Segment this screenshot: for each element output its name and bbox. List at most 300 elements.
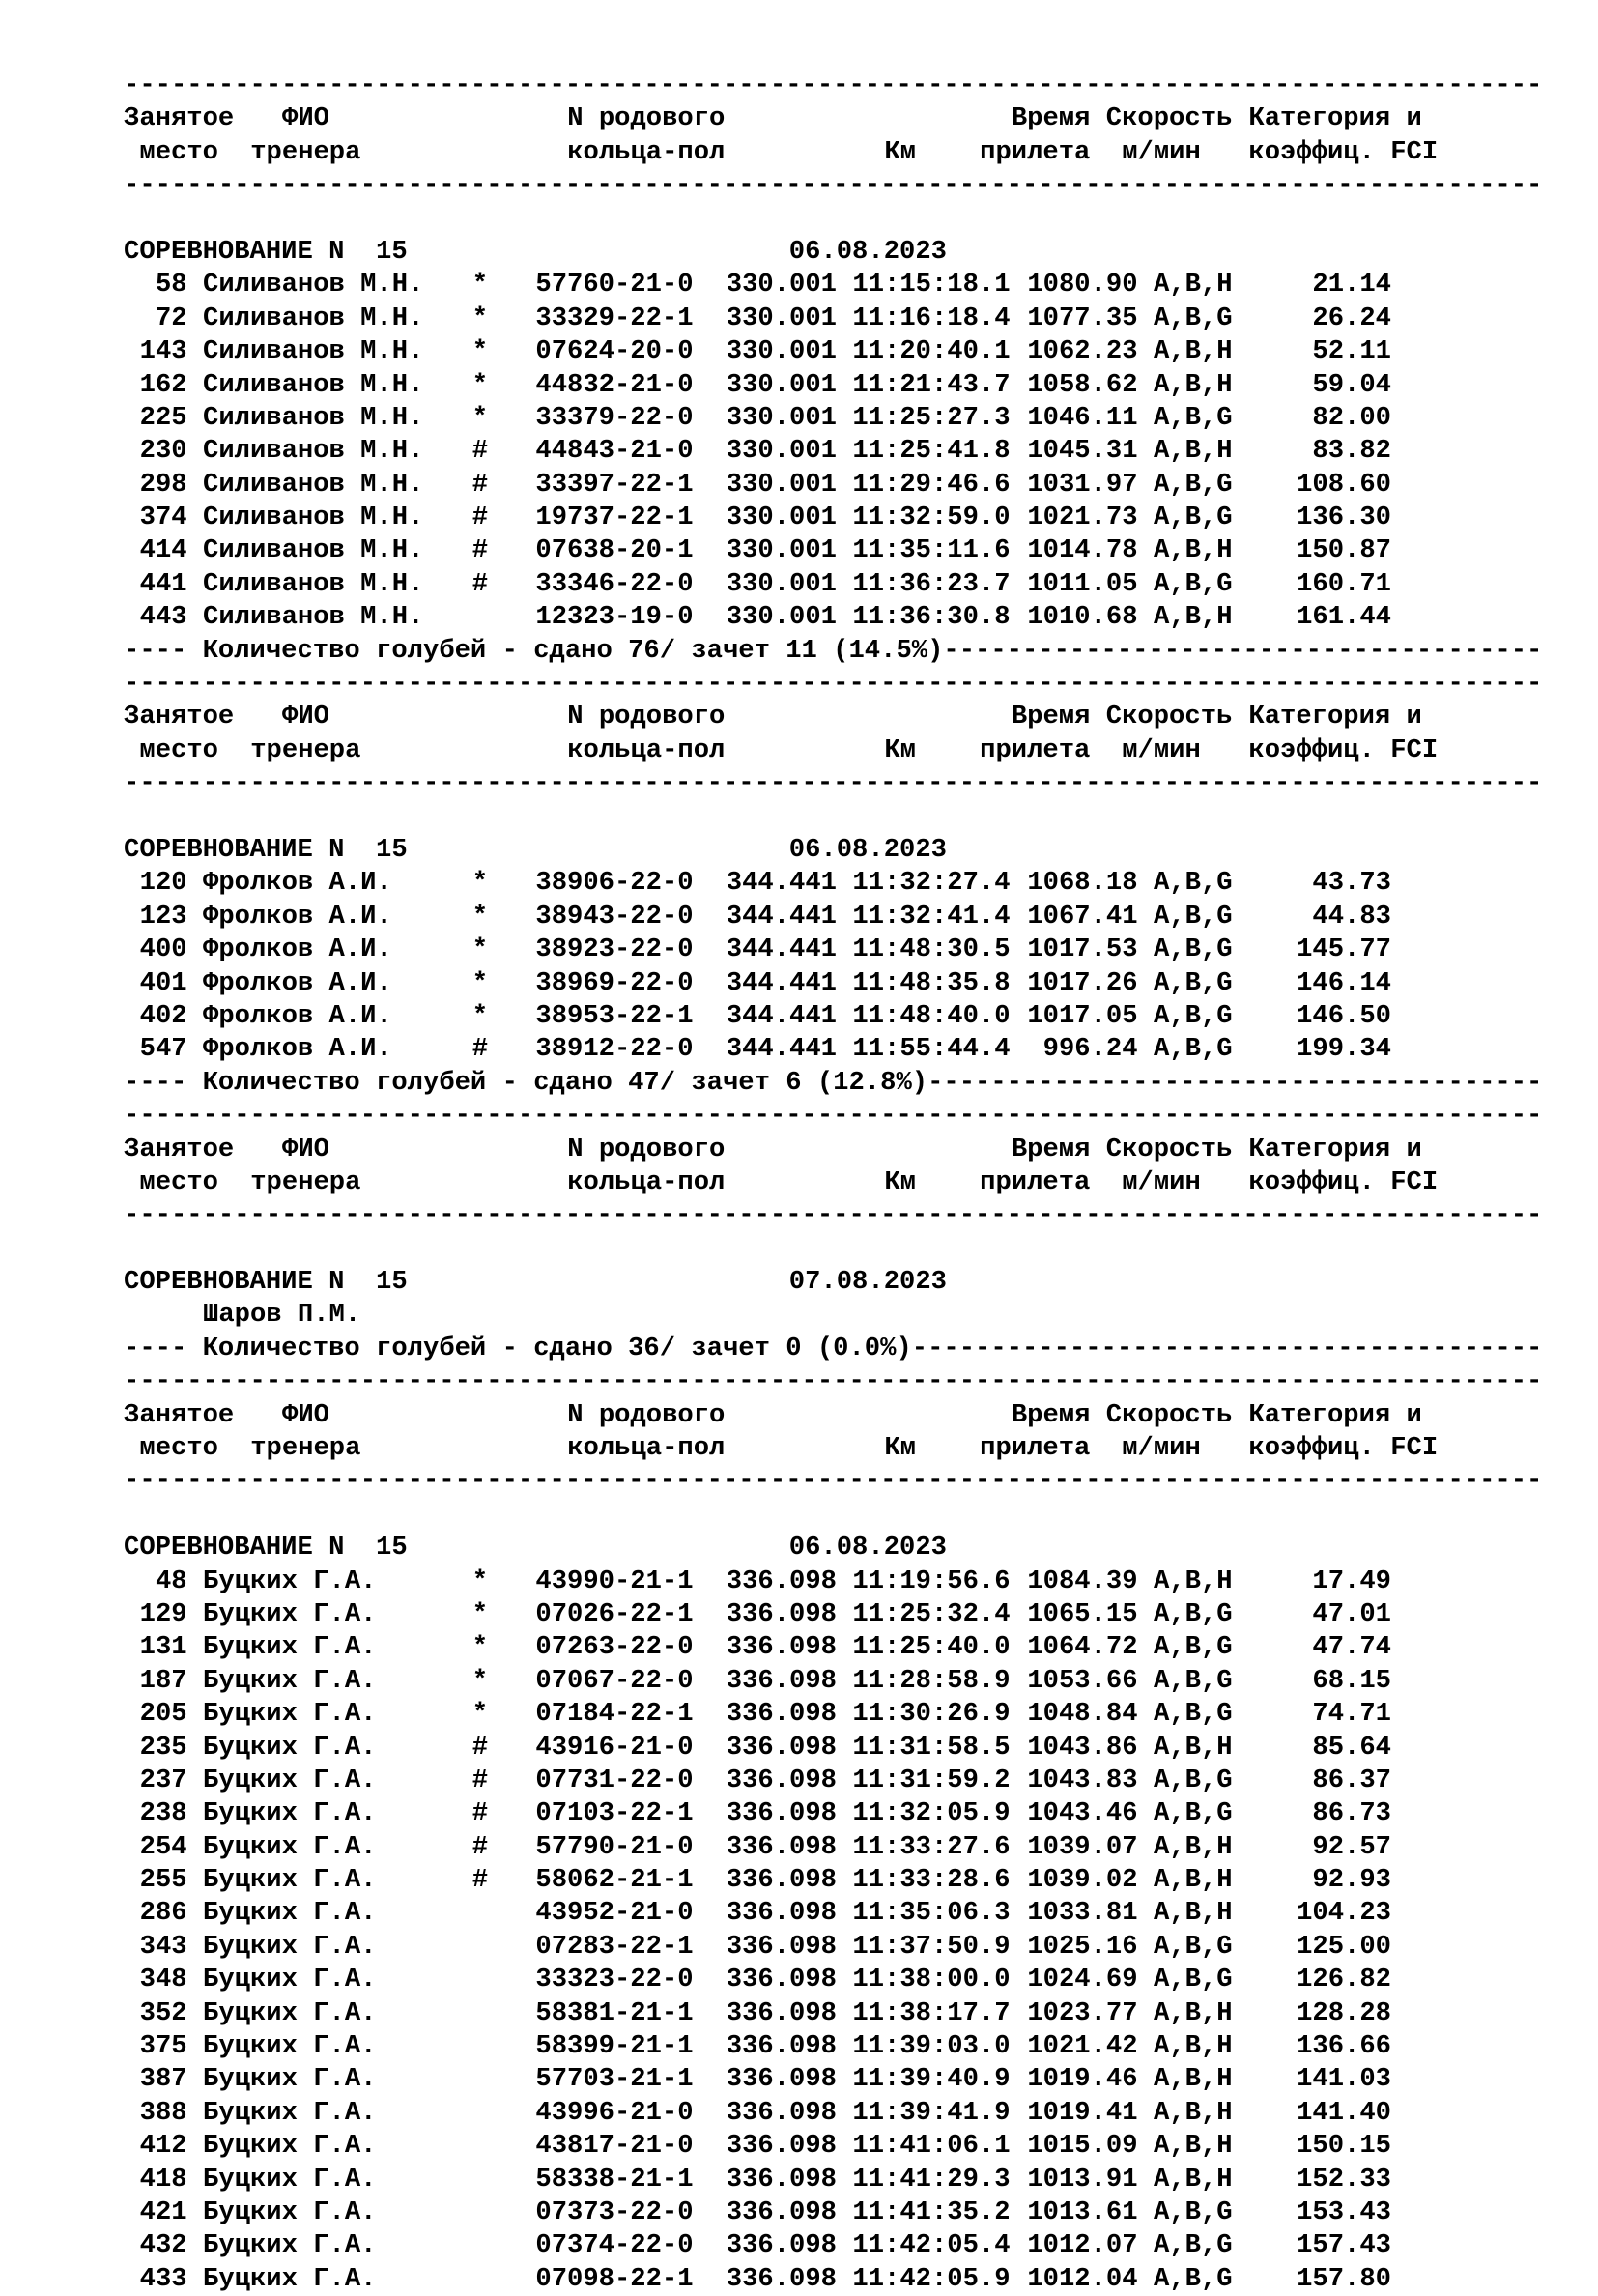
ring-cell: 57703-21-1 xyxy=(535,2064,694,2095)
result-row xyxy=(124,568,1573,601)
col-place-subheader: место xyxy=(139,1433,218,1464)
time-cell: 11:37:50.9 xyxy=(852,1931,1011,1962)
col-name-header: ФИО xyxy=(282,702,329,732)
trainer-cell: Силиванов М.Н. xyxy=(203,568,424,599)
mark-cell: # xyxy=(471,535,489,566)
km-cell: 330.001 xyxy=(726,535,837,566)
mark-cell: # xyxy=(471,436,489,467)
place-cell: 123 xyxy=(139,901,187,932)
header-row-1 xyxy=(124,701,1573,733)
trainer-cell: Буцких Г.А. xyxy=(203,1732,377,1763)
result-row xyxy=(124,534,1573,567)
col-speed-subheader: м/мин xyxy=(1122,734,1201,765)
summary-dashes: ---------------------------------------- xyxy=(911,1333,1543,1363)
col-name-header: ФИО xyxy=(282,103,329,134)
col-ring-header: N родового xyxy=(567,1399,726,1430)
result-row xyxy=(124,2030,1573,2063)
ring-cell: 12323-19-0 xyxy=(535,602,694,633)
speed-cell: 1048.84 xyxy=(1027,1699,1138,1730)
ring-cell: 43916-21-0 xyxy=(535,1732,694,1763)
result-row xyxy=(124,2229,1573,2262)
col-km-subheader: Км xyxy=(884,136,916,167)
trainer-cell: Фролков А.И. xyxy=(203,1000,392,1031)
col-place-subheader: место xyxy=(139,734,218,765)
col-time-header: Время xyxy=(1011,702,1091,732)
category-cell: A,B,G xyxy=(1154,2263,1233,2294)
mark-cell: * xyxy=(471,1665,489,1696)
km-cell: 336.098 xyxy=(726,2230,837,2261)
place-cell: 443 xyxy=(139,602,187,633)
trainer-cell: Фролков А.И. xyxy=(203,967,392,998)
place-cell: 352 xyxy=(139,1997,187,2028)
category-cell: A,B,G xyxy=(1154,1632,1233,1663)
category-cell: A,B,H xyxy=(1154,1865,1233,1896)
mark-cell: * xyxy=(471,336,489,367)
coef-cell: 150.87 xyxy=(1297,535,1391,566)
coef-cell: 26.24 xyxy=(1312,302,1391,333)
ring-cell: 38953-22-1 xyxy=(535,1000,694,1031)
speed-cell: 1024.69 xyxy=(1027,1965,1138,1995)
time-cell: 11:35:11.6 xyxy=(852,535,1011,566)
trainer-cell: Буцких Г.А. xyxy=(203,2164,377,2195)
result-row xyxy=(124,2130,1573,2163)
mark-cell: * xyxy=(471,302,489,333)
trainer-cell: Буцких Г.А. xyxy=(203,2064,377,2095)
km-cell: 330.001 xyxy=(726,568,837,599)
result-row xyxy=(124,1897,1573,1930)
trainer-cell: Силиванов М.Н. xyxy=(203,602,424,633)
time-cell: 11:48:40.0 xyxy=(852,1000,1011,1031)
place-cell: 433 xyxy=(139,2263,187,2294)
speed-cell: 1068.18 xyxy=(1027,868,1138,899)
col-speed-subheader: м/мин xyxy=(1122,136,1201,167)
col-name-subheader: тренера xyxy=(250,1166,361,1197)
summary-dashes: -------------------------------------- xyxy=(943,635,1543,666)
speed-cell: 1017.53 xyxy=(1027,934,1138,965)
coef-cell: 21.14 xyxy=(1312,270,1391,301)
time-cell: 11:28:58.9 xyxy=(852,1665,1011,1696)
time-cell: 11:33:28.6 xyxy=(852,1865,1011,1896)
separator-line: ------------------------------------------------------------------------------------------ xyxy=(124,1101,1543,1132)
coef-cell: 44.83 xyxy=(1312,901,1391,932)
speed-cell: 1021.42 xyxy=(1027,2031,1138,2062)
header-row-2 xyxy=(124,734,1573,767)
speed-cell: 1012.04 xyxy=(1027,2263,1138,2294)
time-cell: 11:38:00.0 xyxy=(852,1965,1011,1995)
col-speed-subheader: м/мин xyxy=(1122,1433,1201,1464)
place-cell: 343 xyxy=(139,1931,187,1962)
category-cell: A,B,G xyxy=(1154,402,1233,433)
ring-cell: 07026-22-1 xyxy=(535,1598,694,1629)
time-cell: 11:41:35.2 xyxy=(852,2197,1011,2227)
trainer-cell: Буцких Г.А. xyxy=(203,1798,377,1829)
ring-cell: 58381-21-1 xyxy=(535,1997,694,2028)
speed-cell: 1013.91 xyxy=(1027,2164,1138,2195)
km-cell: 336.098 xyxy=(726,2263,837,2294)
ring-cell: 07731-22-0 xyxy=(535,1765,694,1795)
ring-cell: 58399-21-1 xyxy=(535,2031,694,2062)
summary-text: ---- Количество голубей - сдано 47/ зачет 6 (12.8%) xyxy=(124,1067,928,1098)
speed-cell: 1019.46 xyxy=(1027,2064,1138,2095)
trainer-cell: Буцких Г.А. xyxy=(203,1898,377,1929)
speed-cell: 1019.41 xyxy=(1027,2097,1138,2128)
place-cell: 547 xyxy=(139,1034,187,1065)
competition-date: 06.08.2023 xyxy=(788,1533,947,1564)
col-speed-header: Скорость xyxy=(1105,1134,1233,1164)
mark-cell: # xyxy=(471,1732,489,1763)
trainer-cell: Буцких Г.А. xyxy=(203,1699,377,1730)
result-row xyxy=(124,1831,1573,1864)
coef-cell: 59.04 xyxy=(1312,369,1391,400)
category-cell: A,B,H xyxy=(1154,2164,1233,2195)
km-cell: 330.001 xyxy=(726,302,837,333)
category-cell: A,B,G xyxy=(1154,934,1233,965)
coef-cell: 146.14 xyxy=(1297,967,1391,998)
category-cell: A,B,G xyxy=(1154,1765,1233,1795)
place-cell: 374 xyxy=(139,502,187,533)
result-row xyxy=(124,2063,1573,2096)
km-cell: 336.098 xyxy=(726,1898,837,1929)
ring-cell: 57790-21-0 xyxy=(535,1831,694,1862)
trainer-cell: Буцких Г.А. xyxy=(203,1997,377,2028)
coef-cell: 150.15 xyxy=(1297,2131,1391,2162)
ring-cell: 07103-22-1 xyxy=(535,1798,694,1829)
col-category-header: Категория и xyxy=(1248,103,1422,134)
ring-cell: 07067-22-0 xyxy=(535,1665,694,1696)
result-row xyxy=(124,901,1573,933)
mark-cell: * xyxy=(471,868,489,899)
ring-cell: 07374-22-0 xyxy=(535,2230,694,2261)
coef-cell: 104.23 xyxy=(1297,1898,1391,1929)
coef-cell: 82.00 xyxy=(1312,402,1391,433)
time-cell: 11:25:40.0 xyxy=(852,1632,1011,1663)
km-cell: 336.098 xyxy=(726,1931,837,1962)
result-row xyxy=(124,967,1573,1000)
km-cell: 344.441 xyxy=(726,967,837,998)
category-cell: A,B,H xyxy=(1154,336,1233,367)
speed-cell: 1043.46 xyxy=(1027,1798,1138,1829)
coef-cell: 92.57 xyxy=(1312,1831,1391,1862)
col-speed-header: Скорость xyxy=(1105,103,1233,134)
category-cell: A,B,G xyxy=(1154,1965,1233,1995)
speed-cell: 1053.66 xyxy=(1027,1665,1138,1696)
place-cell: 375 xyxy=(139,2031,187,2062)
trainer-cell: Буцких Г.А. xyxy=(203,2131,377,2162)
mark-cell: # xyxy=(471,1034,489,1065)
coef-cell: 108.60 xyxy=(1297,469,1391,500)
km-cell: 330.001 xyxy=(726,270,837,301)
time-cell: 11:31:59.2 xyxy=(852,1765,1011,1795)
result-row xyxy=(124,1765,1573,1797)
time-cell: 11:39:40.9 xyxy=(852,2064,1011,2095)
time-cell: 11:42:05.9 xyxy=(852,2263,1011,2294)
ring-cell: 38923-22-0 xyxy=(535,934,694,965)
time-cell: 11:21:43.7 xyxy=(852,369,1011,400)
separator-line: ------------------------------------------------------------------------------------------ xyxy=(124,170,1543,201)
category-cell: A,B,H xyxy=(1154,436,1233,467)
category-cell: A,B,H xyxy=(1154,2031,1233,2062)
trainer-cell: Силиванов М.Н. xyxy=(203,336,424,367)
ring-cell: 44832-21-0 xyxy=(535,369,694,400)
mark-cell: # xyxy=(471,568,489,599)
speed-cell: 1015.09 xyxy=(1027,2131,1138,2162)
coef-cell: 157.80 xyxy=(1297,2263,1391,2294)
category-cell: A,B,G xyxy=(1154,1699,1233,1730)
trainer-cell: Буцких Г.А. xyxy=(203,1598,377,1629)
col-ring-subheader: кольца-пол xyxy=(567,136,726,167)
coef-cell: 85.64 xyxy=(1312,1732,1391,1763)
km-cell: 336.098 xyxy=(726,1997,837,2028)
km-cell: 344.441 xyxy=(726,901,837,932)
ring-cell: 43996-21-0 xyxy=(535,2097,694,2128)
summary-line xyxy=(124,635,1573,668)
result-row xyxy=(124,435,1573,468)
time-cell: 11:32:41.4 xyxy=(852,901,1011,932)
category-cell: A,B,G xyxy=(1154,1931,1233,1962)
col-km-subheader: Км xyxy=(884,734,916,765)
km-cell: 336.098 xyxy=(726,1765,837,1795)
place-cell: 441 xyxy=(139,568,187,599)
trainer-cell: Силиванов М.Н. xyxy=(203,436,424,467)
trainer-cell: Буцких Г.А. xyxy=(203,2197,377,2227)
coef-cell: 152.33 xyxy=(1297,2164,1391,2195)
result-row xyxy=(124,1598,1573,1631)
separator-line: ------------------------------------------------------------------------------------------ xyxy=(124,1466,1543,1497)
trainer-cell: Буцких Г.А. xyxy=(203,1765,377,1795)
place-cell: 400 xyxy=(139,934,187,965)
category-cell: A,B,H xyxy=(1154,1732,1233,1763)
col-ring-subheader: кольца-пол xyxy=(567,1433,726,1464)
speed-cell: 1013.61 xyxy=(1027,2197,1138,2227)
header-row-2 xyxy=(124,1166,1573,1199)
result-row xyxy=(124,2263,1573,2296)
ring-cell: 44843-21-0 xyxy=(535,436,694,467)
trainer-cell: Силиванов М.Н. xyxy=(203,302,424,333)
ring-cell: 07283-22-1 xyxy=(535,1931,694,1962)
trainer-cell: Буцких Г.А. xyxy=(203,1632,377,1663)
result-row xyxy=(124,867,1573,900)
result-row xyxy=(124,2196,1573,2229)
results-report xyxy=(124,70,1573,2296)
category-cell: A,B,G xyxy=(1154,502,1233,533)
summary-text: ---- Количество голубей - сдано 36/ зачет 0 (0.0%) xyxy=(124,1333,912,1363)
trainer-only-line xyxy=(124,1299,1573,1332)
place-cell: 412 xyxy=(139,2131,187,2162)
category-cell: A,B,H xyxy=(1154,1565,1233,1596)
ring-cell: 38912-22-0 xyxy=(535,1034,694,1065)
ring-cell: 43817-21-0 xyxy=(535,2131,694,2162)
mark-cell: * xyxy=(471,1598,489,1629)
col-time-subheader: прилета xyxy=(980,1166,1091,1197)
col-time-header: Время xyxy=(1011,1399,1091,1430)
km-cell: 336.098 xyxy=(726,1798,837,1829)
result-row xyxy=(124,302,1573,335)
competition-date: 06.08.2023 xyxy=(788,834,947,865)
ring-cell: 38969-22-0 xyxy=(535,967,694,998)
time-cell: 11:55:44.4 xyxy=(852,1034,1011,1065)
competition-name: СОРЕВНОВАНИЕ N 15 xyxy=(124,236,408,267)
speed-cell: 1025.16 xyxy=(1027,1931,1138,1962)
category-cell: A,B,G xyxy=(1154,2230,1233,2261)
speed-cell: 1039.07 xyxy=(1027,1831,1138,1862)
km-cell: 336.098 xyxy=(726,1565,837,1596)
col-ring-header: N родового xyxy=(567,1134,726,1164)
header-row-1 xyxy=(124,1134,1573,1166)
speed-cell: 1012.07 xyxy=(1027,2230,1138,2261)
speed-cell: 1033.81 xyxy=(1027,1898,1138,1929)
mark-cell: # xyxy=(471,469,489,500)
col-name-subheader: тренера xyxy=(250,734,361,765)
place-cell: 286 xyxy=(139,1898,187,1929)
place-cell: 238 xyxy=(139,1798,187,1829)
col-name-subheader: тренера xyxy=(250,1433,361,1464)
col-speed-subheader: м/мин xyxy=(1122,1166,1201,1197)
mark-cell: * xyxy=(471,901,489,932)
header-row-2 xyxy=(124,1432,1573,1465)
time-cell: 11:35:06.3 xyxy=(852,1898,1011,1929)
result-row xyxy=(124,469,1573,502)
coef-cell: 146.50 xyxy=(1297,1000,1391,1031)
speed-cell: 1067.41 xyxy=(1027,901,1138,932)
col-name-header: ФИО xyxy=(282,1399,329,1430)
trainer-cell: Буцких Г.А. xyxy=(203,1831,377,1862)
ring-cell: 33379-22-0 xyxy=(535,402,694,433)
blank-line xyxy=(124,203,1573,236)
result-row xyxy=(124,1033,1573,1066)
km-cell: 344.441 xyxy=(726,868,837,899)
coef-cell: 68.15 xyxy=(1312,1665,1391,1696)
summary-dashes: --------------------------------------- xyxy=(927,1067,1543,1098)
speed-cell: 1017.26 xyxy=(1027,967,1138,998)
time-cell: 11:41:29.3 xyxy=(852,2164,1011,2195)
ring-cell: 33323-22-0 xyxy=(535,1965,694,1995)
col-name-header: ФИО xyxy=(282,1134,329,1164)
trainer-cell: Силиванов М.Н. xyxy=(203,535,424,566)
place-cell: 129 xyxy=(139,1598,187,1629)
result-row xyxy=(124,1732,1573,1765)
place-cell: 120 xyxy=(139,868,187,899)
speed-cell: 1011.05 xyxy=(1027,568,1138,599)
trainer-cell: Буцких Г.А. xyxy=(203,2097,377,2128)
col-speed-header: Скорость xyxy=(1105,1399,1233,1430)
trainer-cell: Фролков А.И. xyxy=(203,901,392,932)
col-place-subheader: место xyxy=(139,136,218,167)
competition-name: СОРЕВНОВАНИЕ N 15 xyxy=(124,834,408,865)
km-cell: 336.098 xyxy=(726,1732,837,1763)
mark-cell: # xyxy=(471,1765,489,1795)
time-cell: 11:25:32.4 xyxy=(852,1598,1011,1629)
trainer-cell: Буцких Г.А. xyxy=(203,1865,377,1896)
speed-cell: 1031.97 xyxy=(1027,469,1138,500)
coef-cell: 145.77 xyxy=(1297,934,1391,965)
time-cell: 11:39:03.0 xyxy=(852,2031,1011,2062)
coef-cell: 83.82 xyxy=(1312,436,1391,467)
km-cell: 336.098 xyxy=(726,1598,837,1629)
col-ring-subheader: кольца-пол xyxy=(567,734,726,765)
place-cell: 414 xyxy=(139,535,187,566)
competition-title xyxy=(124,1532,1573,1564)
trainer-cell: Фролков А.И. xyxy=(203,934,392,965)
coef-cell: 160.71 xyxy=(1297,568,1391,599)
trainer-cell: Силиванов М.Н. xyxy=(203,369,424,400)
km-cell: 330.001 xyxy=(726,469,837,500)
speed-cell: 1064.72 xyxy=(1027,1632,1138,1663)
separator-line: ------------------------------------------------------------------------------------------ xyxy=(124,1366,1543,1397)
time-cell: 11:20:40.1 xyxy=(852,336,1011,367)
competition-name: СОРЕВНОВАНИЕ N 15 xyxy=(124,1267,408,1298)
ring-cell: 07638-20-1 xyxy=(535,535,694,566)
competition-name: СОРЕВНОВАНИЕ N 15 xyxy=(124,1533,408,1564)
result-row xyxy=(124,335,1573,368)
category-cell: A,B,H xyxy=(1154,2131,1233,2162)
km-cell: 336.098 xyxy=(726,1865,837,1896)
trainer-cell: Буцких Г.А. xyxy=(203,1931,377,1962)
mark-cell: * xyxy=(471,967,489,998)
ring-cell: 33329-22-1 xyxy=(535,302,694,333)
coef-cell: 47.01 xyxy=(1312,1598,1391,1629)
time-cell: 11:36:23.7 xyxy=(852,568,1011,599)
category-cell: A,B,H xyxy=(1154,535,1233,566)
summary-text: ---- Количество голубей - сдано 76/ зачет 11 (14.5%) xyxy=(124,635,944,666)
time-cell: 11:16:18.4 xyxy=(852,302,1011,333)
place-cell: 72 xyxy=(155,302,187,333)
ring-cell: 58338-21-1 xyxy=(535,2164,694,2195)
trainer-cell: Буцких Г.А. xyxy=(203,1965,377,1995)
col-category-subheader: коэффиц. FCI xyxy=(1248,136,1439,167)
col-time-header: Время xyxy=(1011,1134,1091,1164)
time-cell: 11:33:27.6 xyxy=(852,1831,1011,1862)
competition-title xyxy=(124,1266,1573,1299)
result-row xyxy=(124,2097,1573,2130)
col-place-header: Занятое xyxy=(124,103,235,134)
place-cell: 348 xyxy=(139,1965,187,1995)
place-cell: 388 xyxy=(139,2097,187,2128)
col-category-subheader: коэффиц. FCI xyxy=(1248,1433,1439,1464)
trainer-cell: Силиванов М.Н. xyxy=(203,469,424,500)
result-row xyxy=(124,1698,1573,1731)
km-cell: 336.098 xyxy=(726,2031,837,2062)
trainer-cell: Буцких Г.А. xyxy=(203,2263,377,2294)
result-row xyxy=(124,2164,1573,2196)
coef-cell: 43.73 xyxy=(1312,868,1391,899)
col-category-subheader: коэффиц. FCI xyxy=(1248,734,1439,765)
speed-cell: 1043.83 xyxy=(1027,1765,1138,1795)
coef-cell: 47.74 xyxy=(1312,1632,1391,1663)
header-row-1 xyxy=(124,102,1573,135)
speed-cell: 1017.05 xyxy=(1027,1000,1138,1031)
coef-cell: 199.34 xyxy=(1297,1034,1391,1065)
col-km-subheader: Км xyxy=(884,1166,916,1197)
header-row-1 xyxy=(124,1399,1573,1432)
blank-line xyxy=(124,801,1573,834)
coef-cell: 17.49 xyxy=(1312,1565,1391,1596)
trainer-cell: Силиванов М.Н. xyxy=(203,502,424,533)
time-cell: 11:15:18.1 xyxy=(852,270,1011,301)
category-cell: A,B,G xyxy=(1154,469,1233,500)
time-cell: 11:42:05.4 xyxy=(852,2230,1011,2261)
col-time-subheader: прилета xyxy=(980,734,1091,765)
trainer-cell: Буцких Г.А. xyxy=(203,2031,377,2062)
result-row xyxy=(124,1665,1573,1698)
coef-cell: 128.28 xyxy=(1297,1997,1391,2028)
blank-line xyxy=(124,1233,1573,1266)
category-cell: A,B,G xyxy=(1154,2197,1233,2227)
km-cell: 336.098 xyxy=(726,2064,837,2095)
place-cell: 237 xyxy=(139,1765,187,1795)
separator-line: ------------------------------------------------------------------------------------------ xyxy=(124,1200,1543,1231)
col-place-header: Занятое xyxy=(124,1399,235,1430)
coef-cell: 161.44 xyxy=(1297,602,1391,633)
